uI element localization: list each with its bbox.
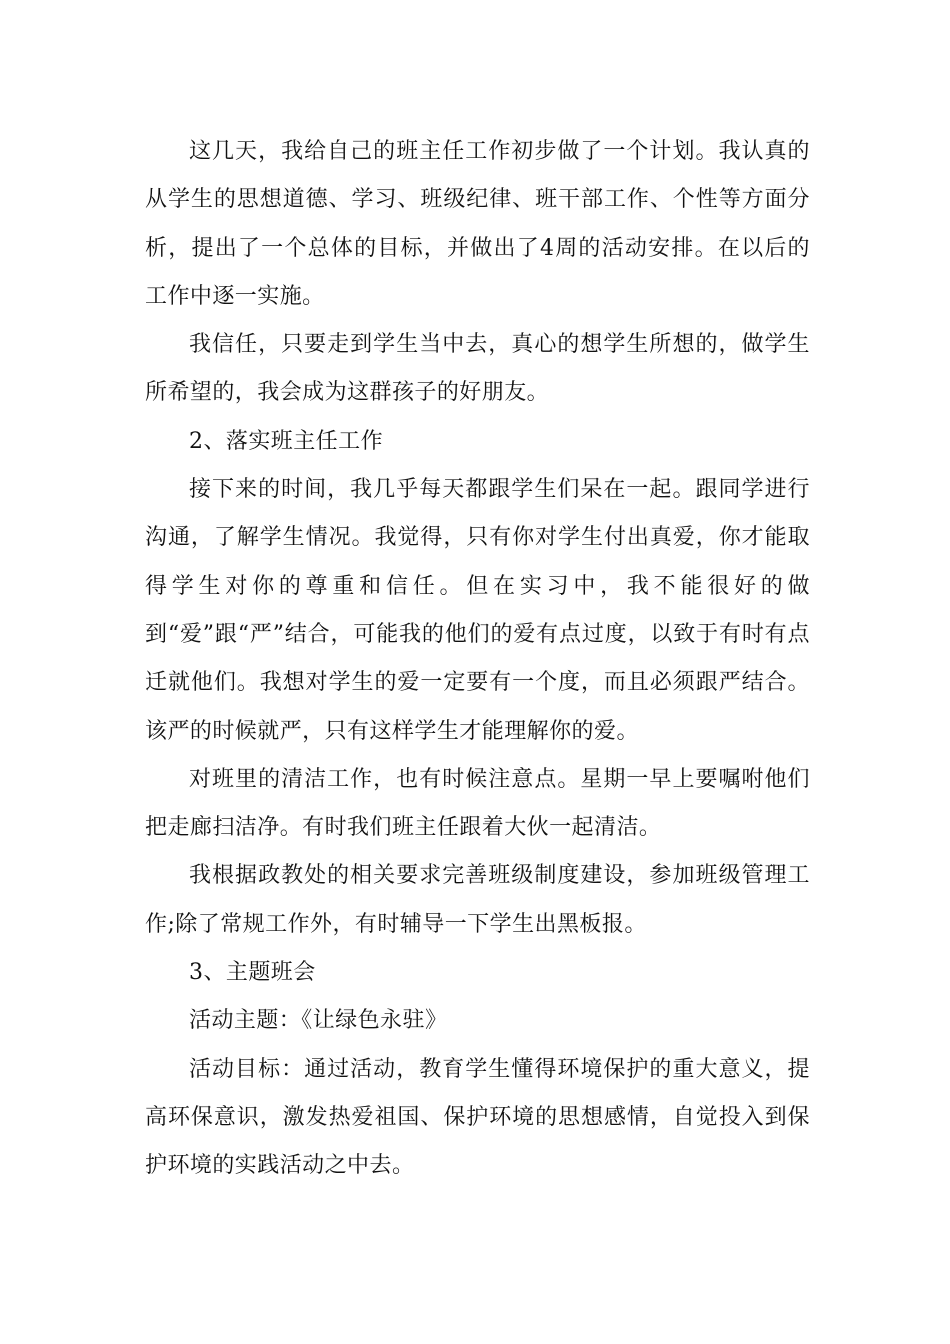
paragraph-class-management: 我根据政教处的相关要求完善班级制度建设，参加班级管理工作;除了常规工作外，有时辅导一下学生出黑板报。 bbox=[145, 863, 810, 937]
section-heading-3: 3、主题班会 bbox=[189, 960, 316, 986]
paragraph-cleaning: 对班里的清洁工作，也有时候注意点。星期一早上要嘱咐他们把走廊扫洁净。有时我们班主任跟着大伙一起清洁。 bbox=[145, 766, 810, 841]
paragraph-activity-theme: 活动主题：《让绿色永驻》 bbox=[189, 1008, 448, 1034]
paragraph-plan: 这几天，我给自己的班主任工作初步做了一个计划。我认真的从学生的思想道德、学习、班级纪律、班干部工作、个性等方面分析，提出了一个总体的目标，并做出了4周的活动安排。在以后的工作中逐一实施。 bbox=[145, 139, 810, 309]
paragraph-trust: 我信任，只要走到学生当中去，真心的想学生所想的，做学生所希望的，我会成为这群孩子的好朋友。 bbox=[145, 332, 810, 406]
paragraph-daily-work: 接下来的时间，我几乎每天都跟学生们呆在一起。跟同学进行沟通，了解学生情况。我觉得，只有你对学生付出真爱，你才能取得学生对你的尊重和信任。但在实习中，我不能很好的做到“爱”跟“严”结合，可能我的他们的爱有点过度，以致于有时有点迁就他们。我想对学生的爱一定要有一个度，而且必须跟严结合。该严的时候就严，只有这样学生才能理解你的爱。 bbox=[145, 477, 810, 744]
document-body bbox=[145, 128, 810, 1191]
paragraph-activity-goal: 活动目标：通过活动，教育学生懂得环境保护的重大意义，提高环保意识，激发热爱祖国、保护环境的思想感情，自觉投入到保护环境的实践活动之中去。 bbox=[145, 1056, 810, 1179]
section-heading-2: 2、落实班主任工作 bbox=[189, 428, 384, 454]
